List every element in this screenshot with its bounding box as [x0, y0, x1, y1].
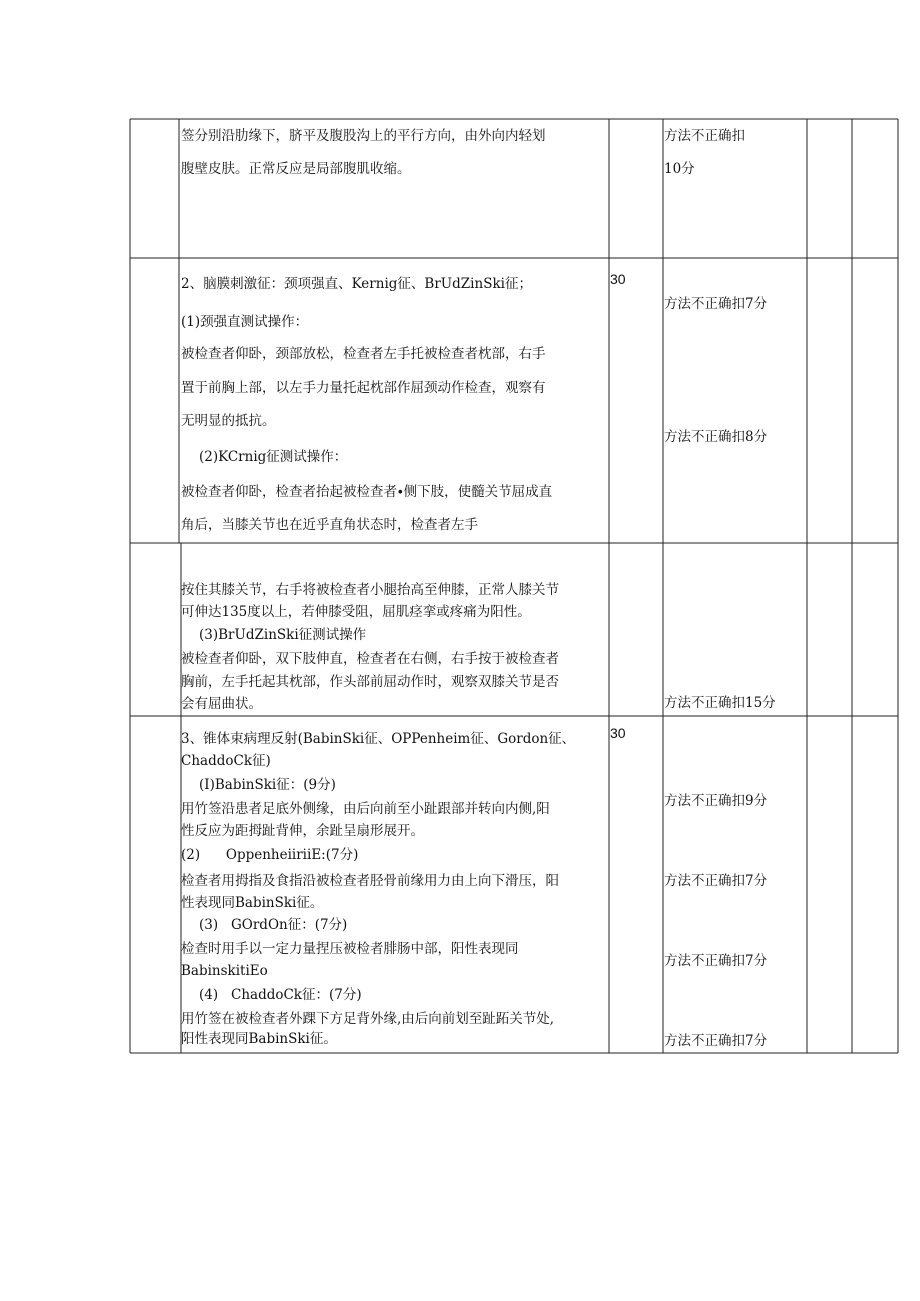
- row4-content-line: 检查者用拇指及食指沿被检查者胫骨前缘用力由上向下滑压，阳: [181, 873, 559, 889]
- row4-content-line: 阳性表现同BabinSki征。: [181, 1031, 337, 1047]
- row4-content-line: 用竹签在被检查者外踝下方足背外缘,由后向前划至趾跖关节处,: [181, 1011, 555, 1027]
- row4-deduction: 方法不正确扣9分: [664, 793, 768, 809]
- row3-content-line: 按住其膝关节，右手将被检查者小腿抬高至伸膝，正常人膝关节: [181, 582, 559, 598]
- row3-content-line: 会有屈曲状。: [181, 696, 262, 712]
- row1-deduction: 方法不正确扣: [664, 128, 745, 144]
- row4-content-line: ChaddoCk征): [181, 753, 271, 769]
- row3-content-line: 被检查者仰卧，双下肢伸直，检查者在右侧，右手按于被检查者: [181, 651, 559, 667]
- row4-content-line: (2) OppenheiiriiE:(7分): [181, 847, 359, 863]
- row4-content-line: (4) ChaddoCk征：(7分): [199, 987, 362, 1003]
- row1-content-line: 签分别沿肋缘下，脐平及腹股沟上的平行方向，由外向内轻划: [181, 128, 546, 144]
- row2-content-line: 置于前胸上部，以左手力量托起枕部作屈颈动作检查，观察有: [181, 380, 546, 396]
- row4-deduction: 方法不正确扣7分: [664, 873, 768, 889]
- row4-content-line: BabinskitiEo: [181, 963, 268, 979]
- row2-deduction: 方法不正确扣8分: [664, 429, 768, 445]
- row4-deduction: 方法不正确扣7分: [664, 953, 768, 969]
- row3-deduction: 方法不正确扣15分: [664, 695, 776, 711]
- row2-content-line: (2)KCrnig征测试操作：: [199, 449, 348, 465]
- row2-score: 30: [610, 271, 626, 287]
- row4-content-line: 性表现同BabinSki征。: [181, 895, 324, 911]
- row4-content-line: (3) GOrdOn征：(7分): [199, 917, 348, 933]
- row4-deduction: 方法不正确扣7分: [664, 1033, 768, 1049]
- row2-content-line: (1)颈强直测试操作：: [181, 314, 309, 330]
- row3-content-line: 胸前，左手托起其枕部，作头部前屈动作时，观察双膝关节是否: [181, 674, 559, 690]
- row2-content-line: 2、脑膜刺激征：颈项强直、Kernig征、BrUdZinSki征；: [181, 276, 532, 292]
- row3-content-line: 可伸达135度以上，若伸膝受阻，屈肌痉挛或疼痛为阳性。: [181, 604, 531, 620]
- row2-content-line: 被检查者仰卧，检查者抬起被检查者∙侧下肢，使髓关节屈成直: [181, 484, 553, 500]
- row4-content-line: 用竹签沿患者足底外侧缘，由后向前至小趾跟部并转向内侧,阳: [181, 801, 550, 817]
- row2-content-line: 被检查者仰卧，颈部放松，检查者左手托被检查者枕部，右手: [181, 346, 546, 362]
- row4-content-line: 3、锥体束病理反射(BabinSki征、OPPenheim征、Gordon征、: [181, 731, 576, 747]
- row4-score: 30: [610, 725, 626, 741]
- row4-content-line: (I)BabinSki征：(9分): [199, 777, 336, 793]
- row1-content-line: 腹壁皮肤。正常反应是局部腹肌收缩。: [181, 161, 411, 177]
- row2-content-line: 角后，当膝关节也在近乎直角状态时，检查者左手: [181, 517, 478, 533]
- row4-content-line: 检查时用手以一定力量捏压被检者腓肠中部，阳性表现同: [181, 941, 519, 957]
- row4-content-line: 性反应为距拇趾背伸，余趾呈扇形展开。: [181, 823, 424, 839]
- row1-deduction: 10分: [664, 161, 695, 177]
- row3-content-line: (3)BrUdZinSki征测试操作: [199, 627, 367, 643]
- row2-deduction: 方法不正确扣7分: [664, 296, 768, 312]
- row2-content-line: 无明显的抵抗。: [181, 413, 276, 429]
